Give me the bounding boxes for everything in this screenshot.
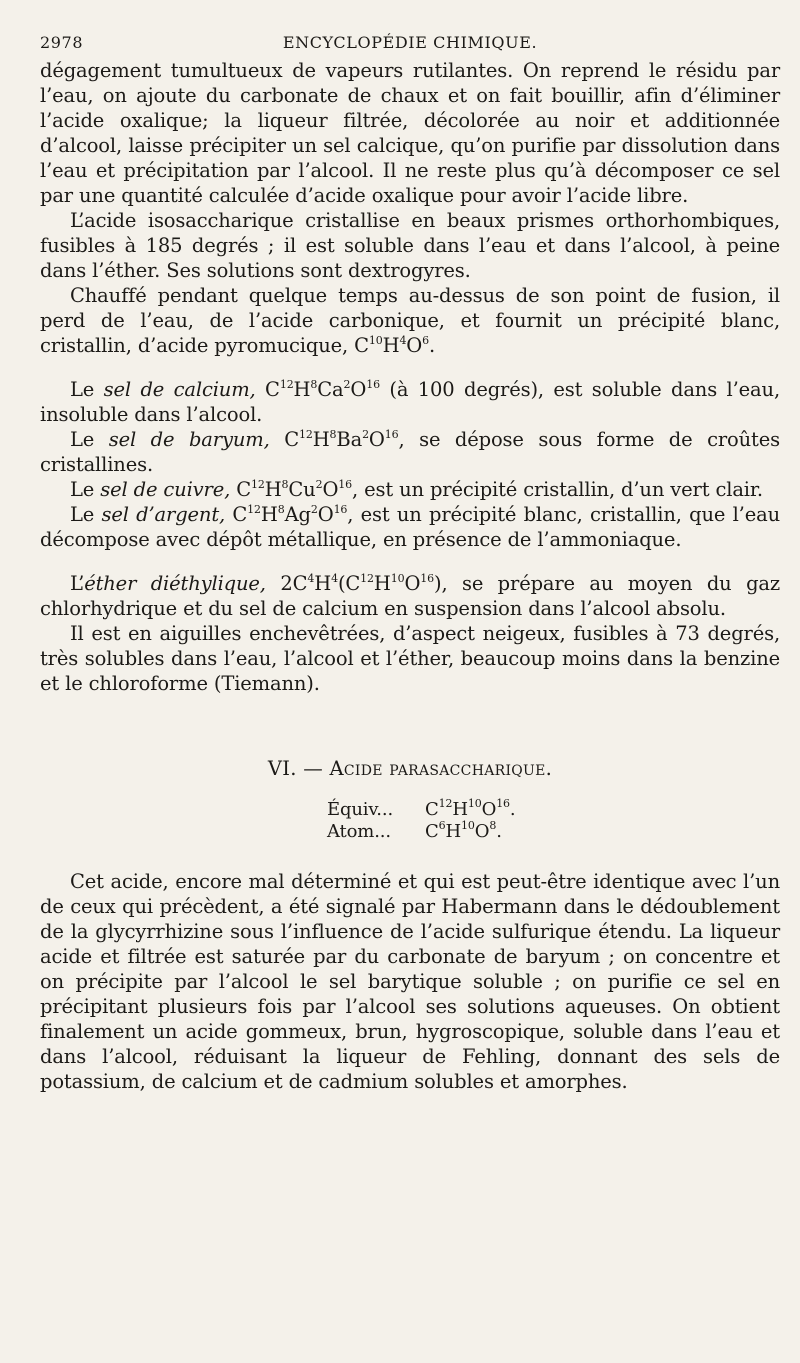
term-copper-salt: sel de cuivre, [100, 478, 231, 501]
section-number: VI. — [267, 757, 330, 780]
running-title: ENCYCLOPÉDIE CHIMIQUE. [282, 33, 538, 52]
formula-atom: Atom... $C^6H^{10}O^8$. [327, 819, 502, 842]
paragraph-silver-salt: Le sel d’argent, $C^{12}H^8Ag^2O^{16}$, est un précipité blanc, cristallin, que l’eau décompose avec dépôt métallique, en présence de l’ammoniaque. [40, 503, 780, 551]
paragraph-calcium-salt: Le sel de calcium, $C^{12}H^8Ca^2O^{16}$ (à 100 degrés), est soluble dans l’eau, insoluble dans l’alcool. [40, 378, 780, 426]
section-title: Acide parasaccharique. [329, 757, 553, 780]
paragraph-continuation: dégagement tumultueux de vapeurs rutilantes. On reprend le résidu par l’eau, on ajoute du carbonate de chaux et on fait bouillir, afin d’éliminer l’acide oxalique; la liqueur filtrée, décolorée au noir et additionnée d’alcool, laisse précipiter un sel calcique, qu’on purifie par dissolution dans l’eau et précipitation par l’alcool. Il ne reste plus qu’à décomposer ce sel par une quantité calculée d’acide oxalique pour avoir l’acide libre. [40, 59, 780, 207]
paragraph-properties: L’acide isosaccharique cristallise en beaux prismes orthorhombiques, fusibles à 185 degrés ; il est soluble dans l’eau et dans l’alcool, à peine dans l’éther. Ses solutions sont dextrogyres. [40, 209, 780, 282]
paragraph-heating: Chauffé pendant quelque temps au-dessus de son point de fusion, il perd de l’eau, de l’acide carbonique, et fournit un précipité blanc, cristallin, d’acide pyromucique, $C^{10}H^4O^6$. [40, 284, 780, 357]
paragraph-diethyl-ether: L’éther diéthylique, $2C^4H^4(C^{12}H^{10}O^{16})$, se prépare au moyen du gaz chlorhydrique et du sel de calcium en suspension dans l’alcool absolu. [40, 572, 781, 620]
paragraph-ether-properties: Il est en aiguilles enchevêtrées, d’aspect neigeux, fusibles à 73 degrés, très solubles dans l’eau, l’alcool et l’éther, beaucoup moins dans la benzine et le chloroforme (Tiemann). [40, 622, 780, 695]
paragraph-parasaccharic-acid: Cet acide, encore mal déterminé et qui est peut-être identique avec l’un de ceux qui précèdent, a été signalé par Habermann dans le dédoublement de la glycyrrhizine sous l’influence de l’acide sulfurique étendu. La liqueur acide et filtrée est saturée par du carbonate de baryum ; on concentre et on précipite par l’alcool le sel barytique soluble ; on purifie ce sel en précipitant plusieurs fois par l’alcool ses solutions aqueuses. On obtient finalement un acide gommeux, brun, hygroscopique, soluble dans l’eau et dans l’alcool, réduisant la liqueur de Fehling, donnant des sels de potassium, de calcium et de cadmium solubles et amorphes. [40, 870, 780, 1093]
paragraph-baryum-salt: Le sel de baryum, $C^{12}H^8Ba^2O^{16}$, se dépose sous forme de croûtes cristallines. [40, 428, 780, 476]
term-baryum-salt: sel de baryum, [108, 428, 270, 451]
page-number: 2978 [40, 33, 84, 52]
page-header [40, 26, 780, 58]
paragraph-copper-salt: Le sel de cuivre, $C^{12}H^8Cu^2O^{16}$, est un précipité cristallin, d’un vert clair. [70, 478, 763, 501]
section-heading [40, 756, 780, 781]
term-calcium-salt: sel de calcium, [103, 378, 256, 401]
page [40, 26, 780, 1094]
formula-block [327, 799, 780, 843]
formula-equiv: Équiv... $C^{12}H^{10}O^{16}$. [327, 797, 516, 820]
term-diethyl-ether: éther diéthylique, [84, 572, 266, 595]
term-silver-salt: sel d’argent, [101, 503, 226, 526]
